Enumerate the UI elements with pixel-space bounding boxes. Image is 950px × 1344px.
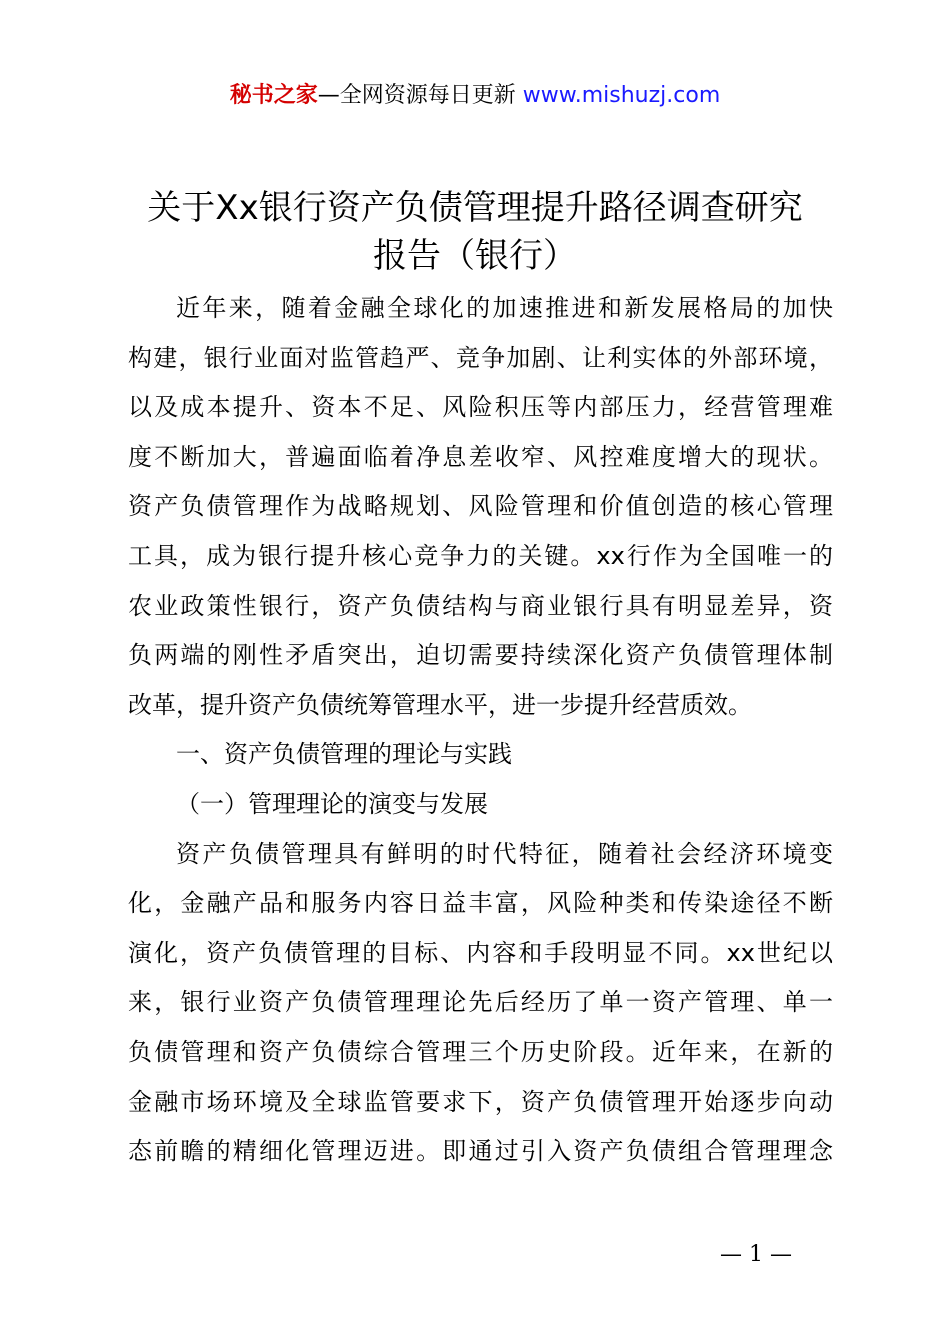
- title-line-2: 报告（银行）: [373, 236, 577, 276]
- paragraph-2-line-2: 化，金融产品和服务内容日益丰富，风险种类和传染途径不断: [128, 889, 833, 918]
- paragraph-1-line-9: 改革，提升资产负债统筹管理水平，进一步提升经营质效。: [128, 690, 752, 719]
- paragraph-2-line-7: 态前瞻的精细化管理迈进。即通过引入资产负债组合管理理念: [128, 1137, 833, 1166]
- paragraph-1-line-4: 度不断加大，普遍面临着净息差收窄、风控难度增大的现状。: [128, 442, 833, 471]
- site-brand: 秘书之家: [229, 83, 318, 108]
- paragraph-1-line-7: 农业政策性银行，资产负债结构与商业银行具有明显差异，资: [128, 591, 833, 620]
- site-tagline: —全网资源每日更新: [317, 83, 523, 108]
- paragraph-1-line-3: 以及成本提升、资本不足、风险积压等内部压力，经营管理难: [128, 393, 833, 422]
- paragraph-1-line-6: 工具，成为银行提升核心竞争力的关键。xx行作为全国唯一的: [128, 541, 833, 570]
- paragraph-2-line-1: 资产负债管理具有鲜明的时代特征，随着社会经济环境变: [176, 839, 833, 868]
- paragraph-1-line-8: 负两端的刚性矛盾突出，迫切需要持续深化资产负债管理体制: [128, 641, 833, 670]
- subsection-heading-1: （一）管理理论的演变与发展: [176, 789, 488, 818]
- paragraph-2-line-3: 演化，资产负债管理的目标、内容和手段明显不同。xx世纪以: [128, 938, 833, 967]
- document-body: [128, 284, 833, 1177]
- title-line-1: 关于Xx银行资产负债管理提升路径调查研究: [147, 188, 803, 228]
- site-url-link[interactable]: www.mishuzj.com: [522, 83, 721, 108]
- paragraph-1-line-1: 近年来，随着金融全球化的加速推进和新发展格局的加快: [176, 294, 833, 322]
- paragraph-1-line-5: 资产负债管理作为战略规划、风险管理和价值创造的核心管理: [128, 492, 833, 521]
- section-heading-1: 一、资产负债管理的理论与实践: [176, 740, 512, 769]
- paragraph-2-line-5: 负债管理和资产负债综合管理三个历史阶段。近年来，在新的: [128, 1037, 833, 1066]
- paragraph-1-line-2: 构建，银行业面对监管趋严、竞争加剧、让利实体的外部环境，: [128, 343, 833, 372]
- site-header: [0, 80, 950, 112]
- page-number: — 1 —: [720, 1242, 792, 1267]
- paragraph-2-line-4: 来，银行业资产负债管理理论先后经历了单一资产管理、单一: [128, 988, 833, 1017]
- document-title: [60, 184, 890, 280]
- paragraph-2-line-6: 金融市场环境及全球监管要求下，资产负债管理开始逐步向动: [128, 1087, 833, 1116]
